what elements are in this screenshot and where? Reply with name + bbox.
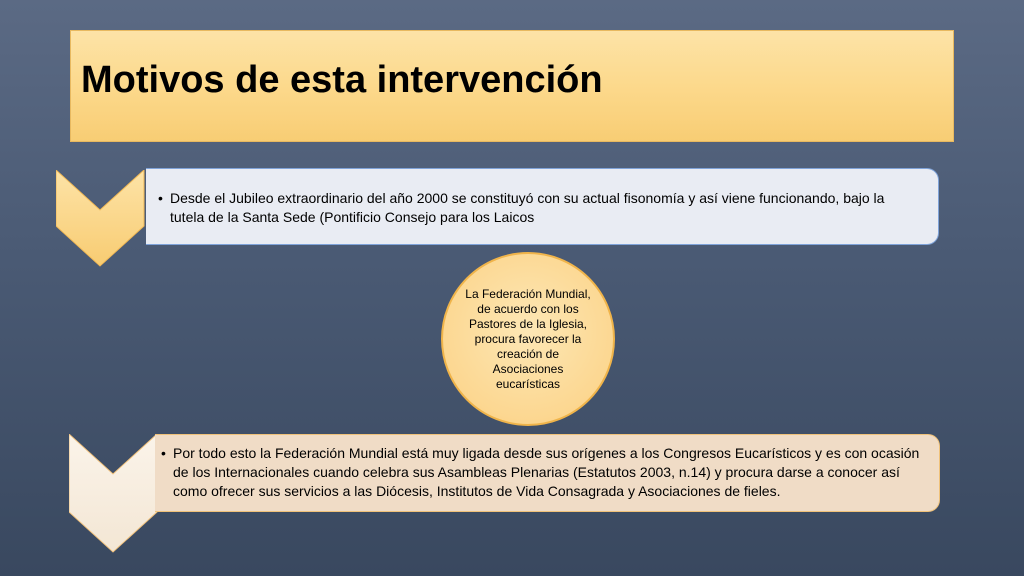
bullet-marker: • <box>161 445 166 461</box>
info-circle <box>441 252 615 426</box>
bullet-text-1: Desde el Jubileo extraordinario del año 2000 se constituyó con su actual fisonomía y así viene funcionando, bajo la tutela de la Santa Sede (Pontificio Consejo para los Laicos <box>170 190 885 225</box>
chevron-down-icon <box>56 170 146 268</box>
title-banner <box>70 30 954 142</box>
bullet-box-2 <box>155 434 940 512</box>
slide-title: Motivos de esta intervención <box>81 59 603 101</box>
bullet-box-1 <box>146 168 939 245</box>
circle-text: La Federación Mundial, de acuerdo con los Pastores de la Iglesia, procura favorecer la creación de Asociaciones eucarísticas <box>465 286 591 391</box>
chevron-down-icon <box>69 434 159 554</box>
bullet-text-2: Por todo esto la Federación Mundial está muy ligada desde sus orígenes a los Congresos Eucarísticos y es con ocasión de los Internacionales cuando celebra sus Asambleas Plenarias (Estatutos 2003, n.14) y procura darse a conocer así como ofrecer sus servicios a las Diócesis, Institutos de Vida Consagrada y Asociaciones de fieles. <box>173 445 920 499</box>
bullet-marker: • <box>158 190 163 206</box>
